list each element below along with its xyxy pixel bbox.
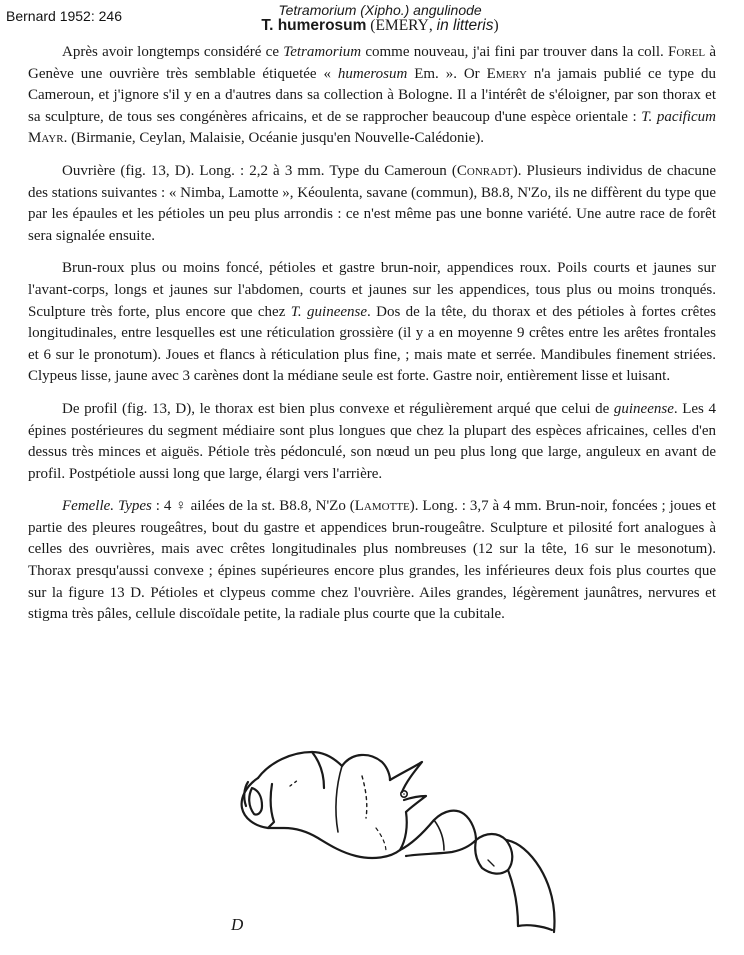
thorax-underside: [268, 828, 400, 858]
pronotum-outline: [258, 752, 342, 778]
paragraph-intro: Après avoir longtemps considéré ce Tetramorium comme nouveau, j'ai fini par trouver dans la coll. Forel à Genève une ouvrière très semblable étiquetée « humerosum Em. ». Or Emery n'a jamais publié ce type du Cameroun, et j'ignore s'il y en a d'autres dans sa collection à Bologne. Il a l'intérêt de s'éloigner, par son thorax et sa sculpture, de tous ses congénères africains, et de se rapprocher beaucoup d'une espèce orientale : T. pacificum Mayr. (Birmanie, Ceylan, Malaisie, Océanie jusqu'en Nouvelle-Calédonie).: [28, 44, 716, 147]
species-author: EMERY: [375, 17, 429, 34]
paragraph-worker: Ouvrière (fig. 13, D). Long. : 2,2 à 3 mm. Type du Cameroun (Conradt). Plusieurs individus de chacune des stations suivantes : « Nimba, Lamotte », Kéoulenta, savane (commun), B8.8, N'Zo, ils ne diffèrent du type que par les épaules et les pétioles un peu plus arrondis : ce n'est même pas une bonne variété. Une autre race de forêt sera signalée ensuite.: [28, 162, 716, 244]
citation-header: Bernard 1952: 246: [6, 8, 122, 24]
upper-spine: [390, 762, 422, 792]
species-header: [210, 2, 550, 34]
thorax-outline: [342, 755, 390, 780]
species-subtitle: Tetramorium (Xipho.) angulinode: [278, 2, 482, 18]
paragraph-profile: De profil (fig. 13, D), le thorax est bien plus convexe et régulièrement arqué que celui de guineense. Les 4 épines postérieures du segment médiaire sont plus longues que chez la plupart des espèces africaines, celles d'en dessus très minces et aiguës. Pétiole très pédonculé, son nœud un peu plus long que large, anguleux en avant de profil. Postpétiole aussi long que large, élargi vers l'arrière.: [28, 400, 716, 482]
paragraph-coloration: Brun-roux plus ou moins foncé, pétioles et gastre brun-noir, appendices roux. Poils courts et jaunes sur l'avant-corps, longs et jaunes sur l'abdomen, courts et jaunes sur les appendices, tous plus ou moins tronqués. Sculpture très forte, plus encore que chez T. guineense. Dos de la tête, du thorax et des pétioles à fortes crêtes longitudinales, entre lesquelles est une réticulation grossière (il y a en moyenne 9 crêtes entre les arêtes frontales et 6 sur le pronotum). Joues et flancs à réticulation plus fine, ; mais mate et serrée. Mandibules finement striées. Clypeus lisse, jaune avec 3 carènes dont la médiane seule est forte. Gastre noir, entièrement lisse et luisant.: [28, 260, 716, 385]
lower-spine: [404, 796, 426, 812]
ant-profile-figure: [200, 740, 560, 950]
paragraph-female: Femelle. Types : 4 ♀ ailées de la st. B8.8, N'Zo (Lamotte). Long. : 3,7 à 4 mm. Brun-noir, foncées ; joues et partie des pleures rougeâtres, bout du gastre et appendices brun-rougeâtre. Sculpture et pilosité fort analogues à celles des ouvrières, mais avec crêtes longitudinales plus nombreuses (12 sur la tête, 16 sur le mesonotum). Thorax presqu'aussi convexe ; épines supérieures encore plus grandes, les inférieures deux fois plus courtes que sur la figure 13 D. Pétioles et clypeus comme chez l'ouvrière. Ailes grandes, légèrement jaunâtres, nervures et stigma très pâles, cellule discoïdale petite, la radiale plus courte que la cubitale.: [28, 498, 716, 623]
species-title: T. humerosum (EMERY, in litteris): [261, 17, 499, 34]
species-note: in litteris: [436, 17, 494, 34]
description-text: [28, 42, 716, 637]
figure-label: D: [231, 915, 244, 934]
species-name: T. humerosum: [261, 17, 367, 34]
petiole-outline: [400, 811, 476, 856]
